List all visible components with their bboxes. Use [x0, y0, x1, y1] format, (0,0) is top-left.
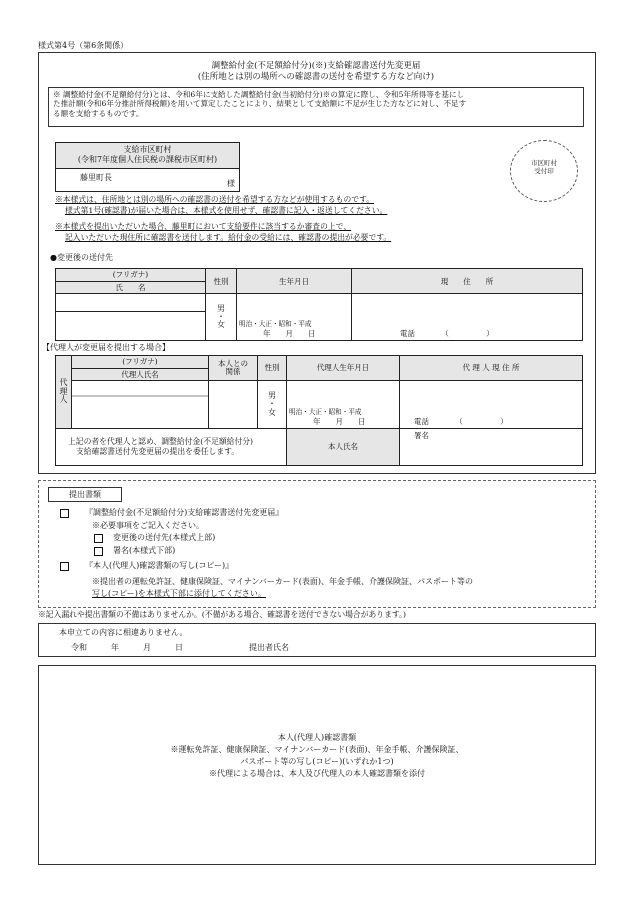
notice-text: 様式第1号(確認書)が届いた場合は、本様式を使用せず、確認書に記入・返送してください。	[65, 206, 388, 215]
definition-note-box	[48, 87, 584, 127]
signature-label: 署名	[414, 430, 429, 440]
delegation-statement	[56, 428, 287, 465]
address-header: 現 住 所	[352, 269, 583, 294]
proxy-name-header: 代理人氏名	[72, 369, 209, 381]
declaration-text: 本申立ての内容に相違ありません。	[59, 628, 188, 637]
attachment-note: パスポート等の写し(コピー)(いずれか1つ)	[240, 757, 394, 766]
checkbox[interactable]	[60, 509, 69, 518]
proxy-furigana-header: (フリガナ)	[72, 356, 209, 369]
proxy-section-heading: 【代理人が変更届を提出する場合】	[42, 343, 170, 352]
stamp-label: 市区町村	[531, 159, 557, 167]
addressee-box	[55, 142, 240, 192]
relation-header: 本人との 関係	[209, 356, 258, 381]
honorific: 様	[227, 179, 235, 188]
separator: ・	[217, 312, 225, 322]
addressee-header-note: (令和7年度個人住民税の課税市区町村)	[77, 155, 218, 164]
ymd-label: 年 月 日	[313, 416, 366, 426]
document-sub-item: 署名(本様式下部)	[94, 546, 175, 556]
form-subtitle: (住所地とは別の場所への確認書の送付を希望する方など向け)	[197, 72, 435, 82]
male-option[interactable]: 男	[268, 390, 276, 400]
proxy-dob-field[interactable]	[287, 381, 400, 429]
proxy-sex-field[interactable]	[258, 381, 287, 429]
address-field[interactable]	[352, 294, 583, 341]
declaration-date[interactable]: 令和 年 月 日	[71, 643, 183, 652]
section-heading: ●変更後の送付先	[50, 253, 113, 262]
proxy-address-header: 代 理 人 現 住 所	[400, 356, 583, 381]
name-field[interactable]	[56, 312, 206, 341]
sex-field[interactable]	[206, 294, 237, 341]
document-item-2-note: ※提出者の運転免許証、健康保険証、マイナンバーカード(表面)、年金手帳、介護保険証、パスポート等の	[92, 577, 473, 586]
warning-text: ※記入漏れや提出書類の不備はありませんか。(不備がある場合、確認書を送付できない場合があります。)	[38, 610, 407, 619]
definition-note-line: た推計額(令和6年分推計所得税額)を用いて算定したことにより、結果として支給額に不足が生じた方などに対し、不足す	[53, 99, 467, 109]
proxy-dob-header: 代理人生年月日	[287, 356, 400, 381]
checkbox[interactable]	[94, 547, 103, 556]
era-options: 明治・大正・昭和・平成	[239, 320, 312, 329]
checkbox[interactable]	[94, 534, 103, 543]
attachment-title: 本人(代理人)確認書類	[277, 733, 357, 742]
notice-text: 記入いただいた現住所に確認書を送付します。給付金の受給には、確認書の提出が必要です。	[65, 233, 392, 242]
signature-field[interactable]	[400, 428, 583, 465]
reception-stamp-area	[510, 140, 578, 202]
checkbox[interactable]	[60, 562, 69, 571]
delegation-text: 上記の者を代理人と認め、調整給付金(不足額給付分)	[68, 437, 254, 447]
dob-field[interactable]	[237, 294, 352, 341]
attachment-note: ※代理による場合は、本人及び代理人の本人確認書類を添付	[209, 769, 425, 778]
proxy-side-label: 代理人	[56, 356, 72, 429]
notice-text: ※本様式は、住所地とは別の場所への確認書の送付を希望する方などが使用するものです。	[55, 195, 375, 204]
delegation-text: 支給確認書送付先変更届の提出を委任します。	[76, 446, 240, 456]
id-attachment-area[interactable]	[38, 665, 596, 865]
stamp-label: 受付印	[534, 167, 554, 176]
proxy-name-field[interactable]	[72, 381, 209, 429]
furigana-field[interactable]	[56, 294, 206, 312]
attachment-note: ※運転免許証、健康保険証、マイナンバーカード(表面)、年金手帳、介護保険証、	[170, 745, 464, 754]
dob-header: 生年月日	[237, 269, 352, 294]
era-options: 明治・大正・昭和・平成	[289, 408, 362, 417]
separator: ・	[268, 399, 276, 409]
phone-label: 電話 （ ）	[414, 416, 508, 426]
principal-name-header: 本人氏名	[287, 428, 400, 465]
proxy-address-field[interactable]	[400, 381, 583, 429]
proxy-table	[55, 355, 583, 466]
definition-note-line: ※ 調整給付金(不足額給付分)とは、令和6年に支給した調整給付金(当初給付分)※の算定に際し、令和5年所得等を基にし	[53, 90, 465, 99]
document-item-1: 『調整給付金(不足額給付分)支給確認書送付先変更届』	[60, 508, 283, 518]
document-item-1-note: ※必要事項をご記入ください。	[92, 521, 204, 530]
proxy-sex-header: 性別	[258, 356, 287, 381]
new-address-table	[55, 268, 583, 341]
addressee-header: 支給市区町村	[123, 145, 172, 154]
male-option[interactable]: 男	[217, 303, 225, 313]
name-header: 氏 名	[56, 282, 206, 294]
declaration-box	[38, 623, 596, 657]
submitter-name-label: 提出者氏名	[249, 643, 289, 652]
form-title: 調整給付金(不足額給付分)(※)支給確認書送付先変更届	[211, 61, 421, 71]
sex-header: 性別	[206, 269, 237, 294]
notice-text: ※本様式を提出いただいた場合、藤里町において支給要件に該当するか審査の上で、	[55, 222, 352, 231]
addressee-name: 藤里町長	[80, 173, 112, 182]
document-item-2: 『本人(代理人)確認書類の写し(コピー)』	[60, 561, 233, 571]
document-item-2-note: 写し(コピー)を本様式下部に添付してください。	[92, 589, 266, 598]
female-option[interactable]: 女	[217, 320, 225, 330]
phone-label: 電話 （ ）	[400, 328, 494, 338]
female-option[interactable]: 女	[268, 407, 276, 417]
document-sub-item: 変更後の送付先(本様式上部)	[94, 533, 215, 543]
ymd-label: 年 月 日	[263, 328, 316, 338]
furigana-header: (フリガナ)	[56, 269, 206, 282]
relation-field[interactable]	[209, 381, 258, 429]
form-number: 様式第4号（第6条関係）	[38, 41, 129, 50]
definition-note-line: る額を支給するものです。	[53, 108, 144, 118]
documents-label: 提出書類	[48, 487, 122, 502]
